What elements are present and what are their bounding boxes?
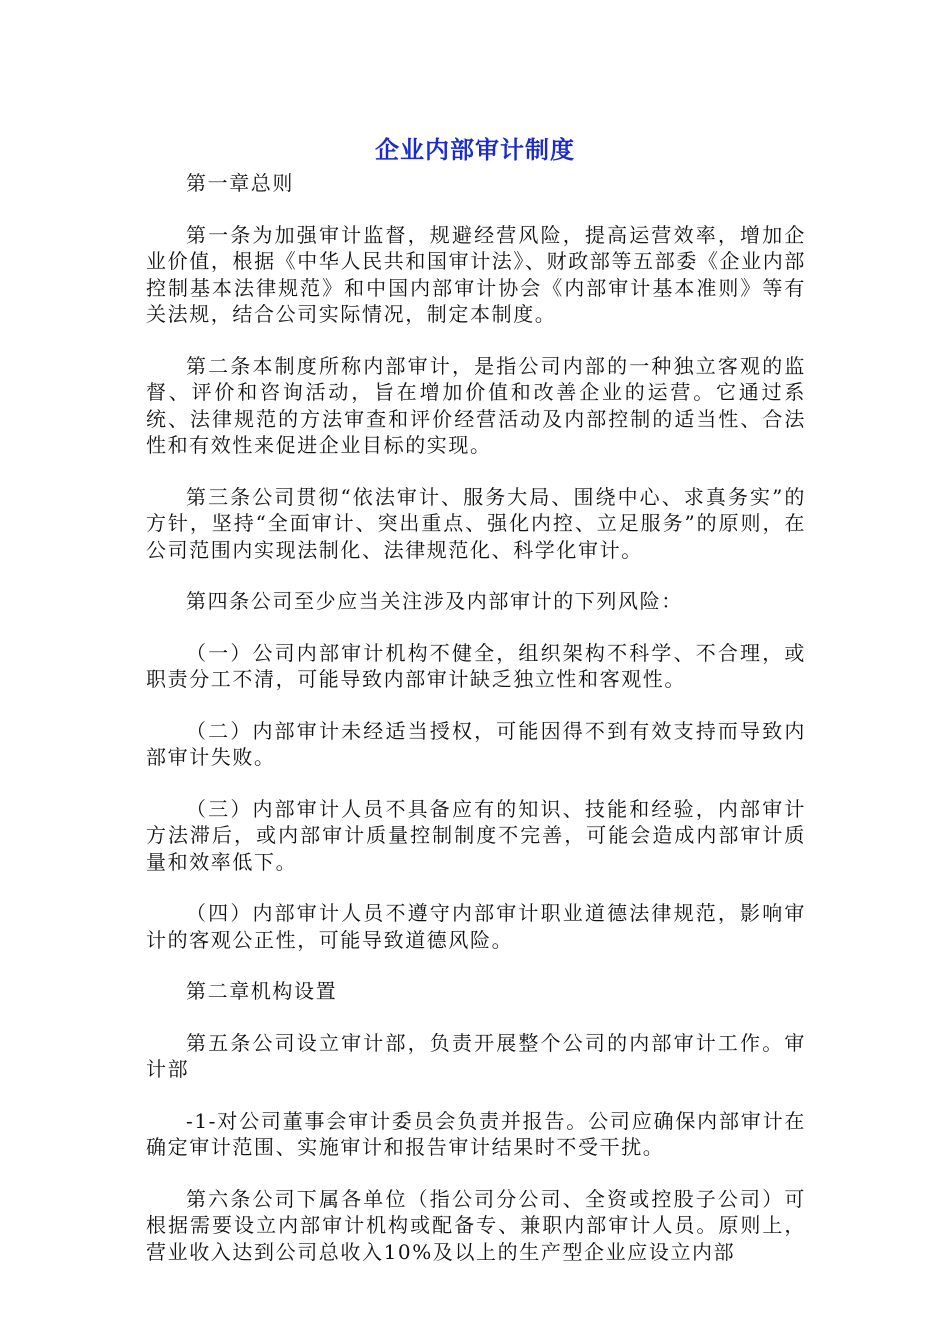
list-item-paragraph: （四）内部审计人员不遵守内部审计职业道德法律规范，影响审计的客观公正性，可能导致道德风险。 <box>146 901 806 952</box>
document-title: 企业内部审计制度 <box>375 136 575 164</box>
article-paragraph: 第二条本制度所称内部审计，是指公司内部的一种独立客观的监督、评价和咨询活动，旨在增加价值和改善企业的运营。它通过系统、法律规范的方法审查和评价经营活动及内部控制的适当性、合法性和有效性来促进企业目标的实现。 <box>146 353 806 457</box>
list-item-paragraph: （三）内部审计人员不具备应有的知识、技能和经验，内部审计方法滞后，或内部审计质量控制制度不完善，可能会造成内部审计质量和效率低下。 <box>146 796 806 874</box>
chapter-heading: 第二章机构设置 <box>186 979 338 1003</box>
list-item-paragraph: （一）公司内部审计机构不健全，组织架构不科学、不合理，或职责分工不清，可能导致内部审计缺乏独立性和客观性。 <box>146 640 806 691</box>
article-paragraph: 第三条公司贯彻“依法审计、服务大局、围绕中心、求真务实”的方针，坚持“全面审计、突出重点、强化内控、立足服务”的原则，在公司范围内实现法制化、法律规范化、科学化审计。 <box>146 484 806 562</box>
article-paragraph: 第五条公司设立审计部，负责开展整个公司的内部审计工作。审计部 <box>146 1030 806 1081</box>
article-paragraph: 第一条为加强审计监督，规避经营风险，提高运营效率，增加企业价值，根据《中华人民共和国审计法》、财政部等五部委《企业内部控制基本法律规范》和中国内部审计协会《内部审计基本准则》等有关法规，结合公司实际情况，制定本制度。 <box>146 222 806 326</box>
chapter-heading: 第一章总则 <box>186 171 294 195</box>
article-paragraph: 第四条公司至少应当关注涉及内部审计的下列风险： <box>186 589 683 613</box>
article-paragraph: -1-对公司董事会审计委员会负责并报告。公司应确保内部审计在确定审计范围、实施审计和报告审计结果时不受干扰。 <box>146 1108 806 1159</box>
list-item-paragraph: （二）内部审计未经适当授权，可能因得不到有效支持而导致内部审计失败。 <box>146 718 806 769</box>
article-paragraph: 第六条公司下属各单位（指公司分公司、全资或控股子公司）可根据需要设立内部审计机构或配备专、兼职内部审计人员。原则上，营业收入达到公司总收入10%及以上的生产型企业应设立内部 <box>146 1186 806 1264</box>
document-body <box>146 170 806 1265</box>
